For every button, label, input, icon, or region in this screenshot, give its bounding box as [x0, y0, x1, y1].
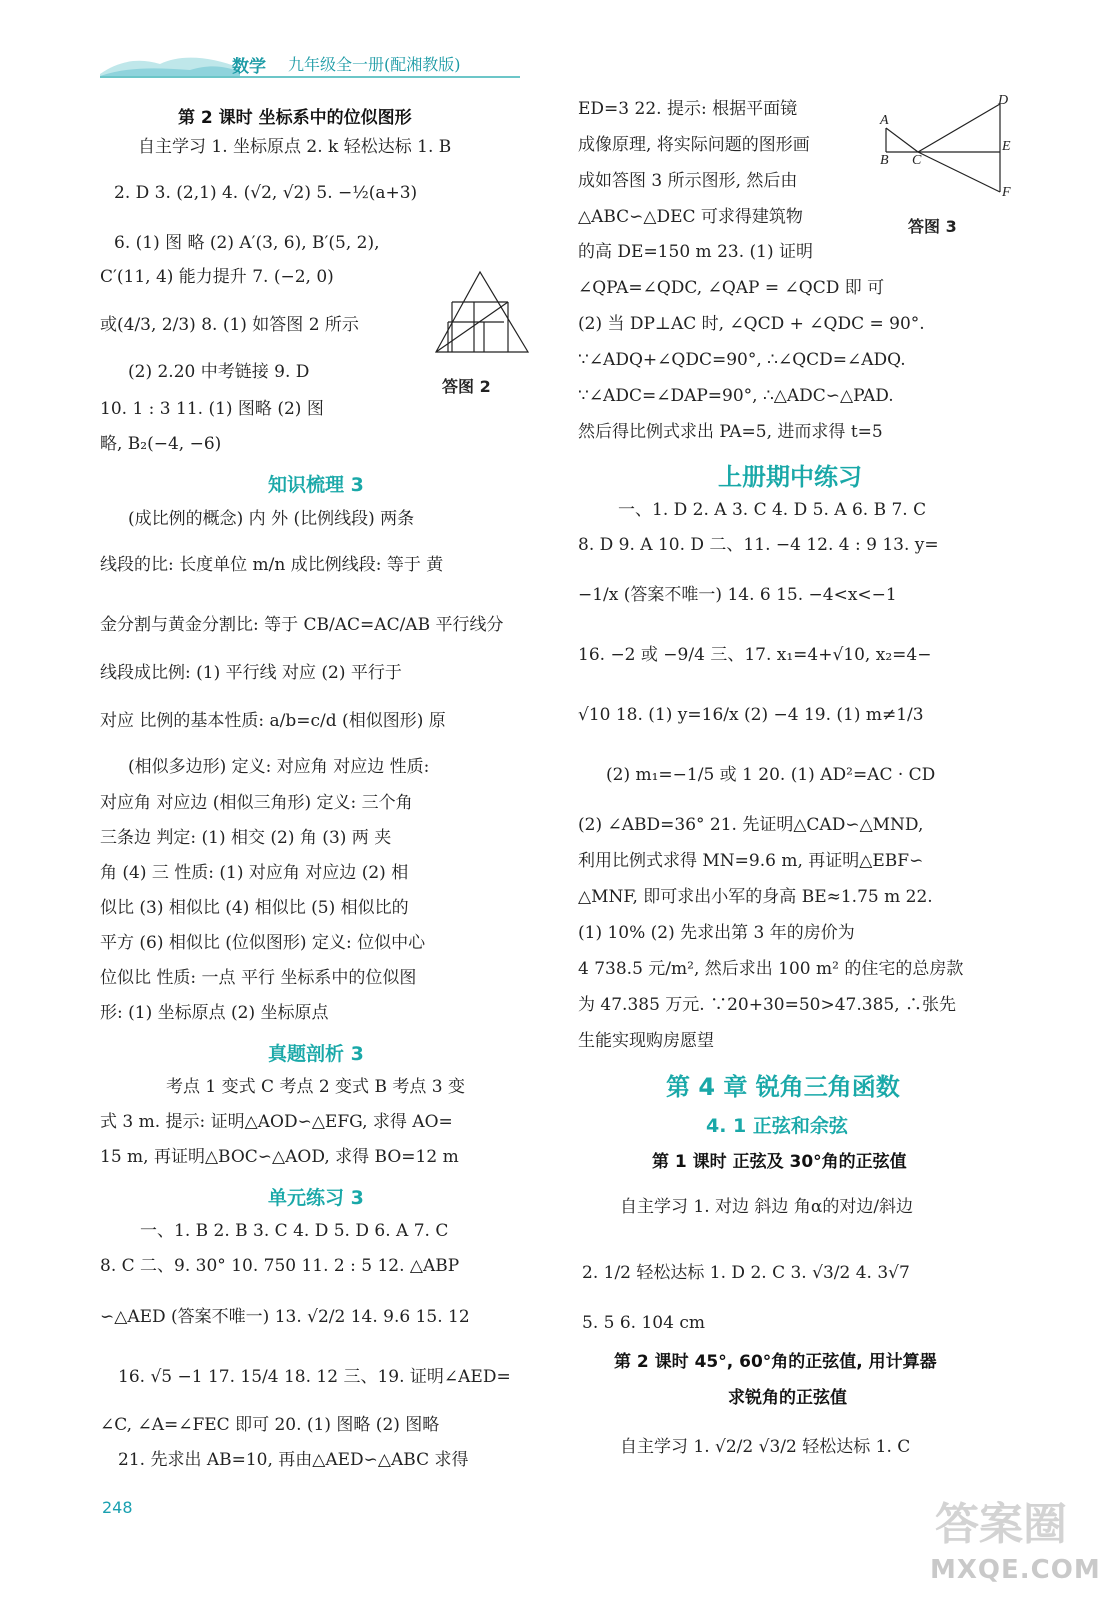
left-line-1: 自主学习 1. 坐标原点 2. k 轻松达标 1. B: [138, 137, 452, 157]
left-line-32: ∠C, ∠A=∠FEC 即可 20. (1) 图略 (2) 图略: [100, 1415, 440, 1435]
left-line-26: 15 m, 再证明△BOC∽△AOD, 求得 BO=12 m: [100, 1147, 459, 1167]
right-line-1: 成像原理, 将实际问题的图形画: [578, 135, 810, 155]
left-line-18: 角 (4) 三 性质: (1) 对应角 对应边 (2) 相: [100, 863, 409, 883]
right-line-7: ∵∠ADQ+∠QDC=90°, ∴∠QCD=∠ADQ.: [578, 350, 906, 370]
left-line-21: 位似比 性质: 一点 平行 坐标系中的位似图: [100, 968, 417, 988]
left-line-5: 或(4/3, 2/3) 8. (1) 如答图 2 所示: [100, 315, 359, 335]
right-lesson-31: 求锐角的正弦值: [728, 1388, 847, 1408]
right-line-20: (1) 10% (2) 先求出第 3 年的房价为: [578, 923, 855, 943]
left-sec-9: 知识梳理 3: [268, 474, 364, 496]
right-bigsec-24: 第 4 章 锐角三角函数: [666, 1073, 900, 1101]
svg-text:F: F: [1002, 185, 1011, 200]
right-line-16: (2) m₁=−1/5 或 1 20. (1) AD²=AC · CD: [606, 765, 936, 785]
right-sec-25: 4. 1 正弦和余弦: [706, 1115, 848, 1137]
right-line-3: △ABC∽△DEC 可求得建筑物: [578, 207, 803, 227]
right-lesson-30: 第 2 课时 45°, 60°角的正弦值, 用计算器: [614, 1352, 937, 1372]
right-line-9: 然后得比例式求出 PA=5, 进而求得 t=5: [578, 422, 883, 442]
left-line-17: 三条边 判定: (1) 相交 (2) 角 (3) 两 夹: [100, 828, 392, 848]
left-line-12: 金分割与黄金分割比: 等于 CB/AC=AC/AB 平行线分: [100, 615, 504, 635]
watermark-logo: 答案圈: [935, 1499, 1067, 1550]
right-line-15: √10 18. (1) y=16/x (2) −4 19. (1) m≠1/3: [578, 705, 924, 725]
left-line-16: 对应角 对应边 (相似三角形) 定义: 三个角: [100, 793, 413, 813]
right-line-2: 成如答图 3 所示图形, 然后由: [578, 171, 798, 191]
right-line-12: 8. D 9. A 10. D 二、11. −4 12. 4 : 9 13. y=: [578, 535, 939, 555]
right-line-27: 自主学习 1. 对边 斜边 角α的对边/斜边: [620, 1197, 914, 1217]
left-line-20: 平方 (6) 相似比 (位似图形) 定义: 位似中心: [100, 933, 426, 953]
right-line-22: 为 47.385 万元. ∵20+30=50>47.385, ∴张先: [578, 995, 957, 1015]
figure-3-caption: 答图 3: [908, 217, 957, 236]
left-line-29: 8. C 二、9. 30° 10. 750 11. 2 : 5 12. △ABP: [100, 1256, 460, 1276]
right-line-13: −1/x (答案不唯一) 14. 6 15. −4<x<−1: [578, 585, 897, 605]
left-line-11: 线段的比: 长度单位 m/n 成比例线段: 等于 黄: [100, 555, 444, 575]
left-line-28: 一、1. B 2. B 3. C 4. D 5. D 6. A 7. C: [140, 1221, 449, 1241]
right-line-14: 16. −2 或 −9/4 三、17. x₁=4+√10, x₂=4−: [578, 645, 932, 665]
left-line-19: 似比 (3) 相似比 (4) 相似比 (5) 相似比的: [100, 898, 409, 918]
figure-2-caption: 答图 2: [442, 377, 491, 396]
left-line-15: (相似多边形) 定义: 对应角 对应边 性质:: [128, 757, 430, 777]
svg-text:A: A: [880, 113, 889, 128]
left-line-4: C′(11, 4) 能力提升 7. (−2, 0): [100, 267, 334, 287]
left-lesson-0: 第 2 课时 坐标系中的位似图形: [178, 108, 412, 128]
figure-2-diagram: [428, 262, 540, 362]
header-wave-decoration: [100, 50, 240, 76]
right-line-8: ∵∠ADC=∠DAP=90°, ∴△ADC∽△PAD.: [578, 386, 894, 406]
left-line-24: 考点 1 变式 C 考点 2 变式 B 考点 3 变: [166, 1077, 465, 1097]
right-line-21: 4 738.5 元/m², 然后求出 100 m² 的住宅的总房款: [578, 959, 964, 979]
right-line-4: 的高 DE=150 m 23. (1) 证明: [578, 242, 813, 262]
left-line-30: ∽△AED (答案不唯一) 13. √2/2 14. 9.6 15. 12: [100, 1307, 470, 1327]
right-lesson-26: 第 1 课时 正弦及 30°角的正弦值: [652, 1152, 907, 1172]
right-line-17: (2) ∠ABD=36° 21. 先证明△CAD∽△MND,: [578, 815, 924, 835]
right-line-28: 2. 1/2 轻松达标 1. D 2. C 3. √3/2 4. 3√7: [582, 1263, 910, 1283]
right-bigsec-10: 上册期中练习: [718, 463, 862, 491]
header-subject: 数学: [232, 57, 266, 77]
left-line-31: 16. √5 −1 17. 15/4 18. 12 三、19. 证明∠AED=: [118, 1367, 511, 1387]
left-sec-23: 真题剖析 3: [268, 1043, 364, 1065]
header-book-title: 九年级全一册(配湘教版): [288, 55, 461, 74]
right-line-19: △MNF, 即可求出小军的身高 BE≈1.75 m 22.: [578, 887, 933, 907]
header-rule: [100, 76, 520, 78]
svg-text:E: E: [1002, 139, 1011, 154]
right-line-23: 生能实现购房愿望: [578, 1031, 714, 1051]
left-line-10: (成比例的概念) 内 外 (比例线段) 两条: [128, 509, 415, 529]
svg-text:D: D: [998, 93, 1009, 108]
left-line-2: 2. D 3. (2,1) 4. (√2, √2) 5. −½(a+3): [114, 183, 418, 203]
left-line-8: 略, B₂(−4, −6): [100, 434, 222, 454]
right-line-5: ∠QPA=∠QDC, ∠QAP = ∠QCD 即 可: [578, 278, 885, 298]
left-line-25: 式 3 m. 提示: 证明△AOD∽△EFG, 求得 AO=: [100, 1112, 453, 1132]
right-line-29: 5. 5 6. 104 cm: [582, 1313, 705, 1333]
right-line-11: 一、1. D 2. A 3. C 4. D 5. A 6. B 7. C: [618, 500, 927, 520]
left-line-33: 21. 先求出 AB=10, 再由△AED∽△ABC 求得: [118, 1450, 469, 1470]
right-line-6: (2) 当 DP⊥AC 时, ∠QCD + ∠QDC = 90°.: [578, 314, 925, 334]
left-line-6: (2) 2.20 中考链接 9. D: [128, 362, 310, 382]
svg-text:B: B: [880, 153, 889, 168]
right-line-32: 自主学习 1. √2/2 √3/2 轻松达标 1. C: [620, 1437, 911, 1457]
left-line-13: 线段成比例: (1) 平行线 对应 (2) 平行于: [100, 663, 402, 683]
watermark-text: MXQE.COM: [930, 1555, 1101, 1585]
left-line-22: 形: (1) 坐标原点 (2) 坐标原点: [100, 1003, 329, 1023]
figure-3-diagram: [878, 92, 1014, 200]
left-line-3: 6. (1) 图 略 (2) A′(3, 6), B′(5, 2),: [114, 233, 380, 253]
page-number: 248: [102, 1498, 133, 1517]
left-line-7: 10. 1 : 3 11. (1) 图略 (2) 图: [100, 399, 324, 419]
left-line-14: 对应 比例的基本性质: a/b=c/d (相似图形) 原: [100, 711, 446, 731]
svg-text:C: C: [912, 153, 922, 168]
right-line-0: ED=3 22. 提示: 根据平面镜: [578, 99, 798, 119]
left-sec-27: 单元练习 3: [268, 1187, 364, 1209]
right-line-18: 利用比例式求得 MN=9.6 m, 再证明△EBF∽: [578, 851, 924, 871]
